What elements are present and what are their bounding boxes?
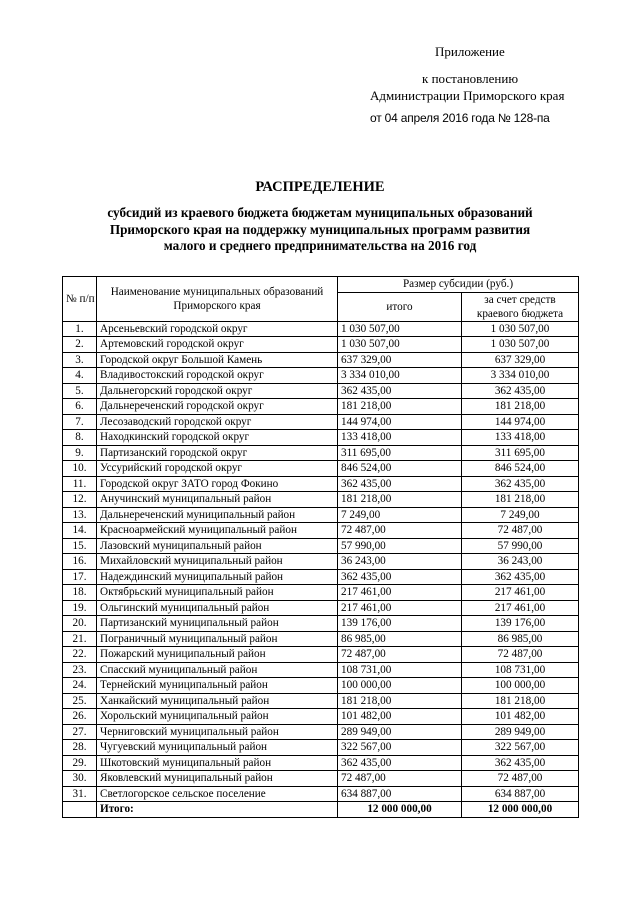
table-row xyxy=(63,368,579,384)
row-budget: 36 243,00 xyxy=(462,554,579,570)
row-number: 7. xyxy=(63,414,97,430)
row-number: 28. xyxy=(63,740,97,756)
table-row xyxy=(63,709,579,725)
row-municipality: Дальнереченский муниципальный район xyxy=(97,507,338,523)
row-number: 2. xyxy=(63,337,97,353)
annex-to-resolution: к постановлению xyxy=(422,71,519,86)
row-budget: 133 418,00 xyxy=(462,430,579,446)
table-row xyxy=(63,740,579,756)
table-row xyxy=(63,445,579,461)
row-municipality: Яковлевский муниципальный район xyxy=(97,771,338,787)
header-name-text: Наименование муниципальных образований Приморского края xyxy=(110,285,324,312)
row-number: 25. xyxy=(63,693,97,709)
total-num-cell xyxy=(63,802,97,818)
row-municipality: Арсеньевский городской округ xyxy=(97,321,338,337)
table-row xyxy=(63,678,579,694)
table-row xyxy=(63,569,579,585)
row-municipality: Лазовский муниципальный район xyxy=(97,538,338,554)
row-municipality: Лесозаводский городской округ xyxy=(97,414,338,430)
row-budget: 86 985,00 xyxy=(462,631,579,647)
row-number: 20. xyxy=(63,616,97,632)
row-municipality: Надеждинский муниципальный район xyxy=(97,569,338,585)
subsidy-table xyxy=(62,276,579,818)
row-municipality: Михайловский муниципальный район xyxy=(97,554,338,570)
row-municipality: Пограничный муниципальный район xyxy=(97,631,338,647)
table-body xyxy=(63,321,579,802)
table-row xyxy=(63,662,579,678)
row-municipality: Ольгинский муниципальный район xyxy=(97,600,338,616)
row-total: 289 949,00 xyxy=(338,724,462,740)
row-number: 23. xyxy=(63,662,97,678)
row-number: 9. xyxy=(63,445,97,461)
row-number: 29. xyxy=(63,755,97,771)
row-total: 362 435,00 xyxy=(338,755,462,771)
table-row xyxy=(63,507,579,523)
table-row xyxy=(63,616,579,632)
table-row xyxy=(63,321,579,337)
row-total: 181 218,00 xyxy=(338,693,462,709)
row-total: 86 985,00 xyxy=(338,631,462,647)
row-budget: 1 030 507,00 xyxy=(462,321,579,337)
row-municipality: Пожарский муниципальный район xyxy=(97,647,338,663)
table-row xyxy=(63,693,579,709)
header-total: итого xyxy=(338,292,462,321)
row-total: 362 435,00 xyxy=(338,569,462,585)
row-total: 322 567,00 xyxy=(338,740,462,756)
row-total: 144 974,00 xyxy=(338,414,462,430)
row-municipality: Находкинский городской округ xyxy=(97,430,338,446)
table-row xyxy=(63,414,579,430)
row-number: 31. xyxy=(63,786,97,802)
row-number: 30. xyxy=(63,771,97,787)
row-number: 11. xyxy=(63,476,97,492)
row-municipality: Светлогорское сельское поселение xyxy=(97,786,338,802)
row-municipality: Спасский муниципальный район xyxy=(97,662,338,678)
row-total: 362 435,00 xyxy=(338,383,462,399)
row-municipality: Дальнереченский городской округ xyxy=(97,399,338,415)
table-row xyxy=(63,786,579,802)
row-total: 72 487,00 xyxy=(338,771,462,787)
row-budget: 289 949,00 xyxy=(462,724,579,740)
row-budget: 3 334 010,00 xyxy=(462,368,579,384)
row-municipality: Красноармейский муниципальный район xyxy=(97,523,338,539)
header-regional-budget xyxy=(462,292,579,321)
row-total: 108 731,00 xyxy=(338,662,462,678)
row-municipality: Дальнегорский городской округ xyxy=(97,383,338,399)
row-municipality: Владивостокский городской округ xyxy=(97,368,338,384)
row-number: 22. xyxy=(63,647,97,663)
row-budget: 72 487,00 xyxy=(462,771,579,787)
row-number: 12. xyxy=(63,492,97,508)
row-total: 637 329,00 xyxy=(338,352,462,368)
row-municipality: Октябрьский муниципальный район xyxy=(97,585,338,601)
row-total: 362 435,00 xyxy=(338,476,462,492)
row-total: 846 524,00 xyxy=(338,461,462,477)
row-number: 26. xyxy=(63,709,97,725)
row-number: 19. xyxy=(63,600,97,616)
table-row xyxy=(63,724,579,740)
row-total: 1 030 507,00 xyxy=(338,321,462,337)
row-budget: 217 461,00 xyxy=(462,600,579,616)
row-budget: 181 218,00 xyxy=(462,399,579,415)
row-number: 8. xyxy=(63,430,97,446)
row-budget: 362 435,00 xyxy=(462,569,579,585)
row-total: 634 887,00 xyxy=(338,786,462,802)
row-number: 17. xyxy=(63,569,97,585)
total-row xyxy=(63,802,579,818)
row-municipality: Черниговский муниципальный район xyxy=(97,724,338,740)
table-row xyxy=(63,554,579,570)
row-total: 3 334 010,00 xyxy=(338,368,462,384)
row-total: 181 218,00 xyxy=(338,399,462,415)
row-number: 1. xyxy=(63,321,97,337)
row-budget: 362 435,00 xyxy=(462,383,579,399)
table-row xyxy=(63,430,579,446)
row-total: 133 418,00 xyxy=(338,430,462,446)
table-row xyxy=(63,771,579,787)
row-total: 181 218,00 xyxy=(338,492,462,508)
row-municipality: Чугуевский муниципальный район xyxy=(97,740,338,756)
row-number: 14. xyxy=(63,523,97,539)
row-number: 4. xyxy=(63,368,97,384)
row-municipality: Городской округ ЗАТО город Фокино xyxy=(97,476,338,492)
row-number: 27. xyxy=(63,724,97,740)
row-municipality: Партизанский муниципальный район xyxy=(97,616,338,632)
row-budget: 362 435,00 xyxy=(462,755,579,771)
table-row xyxy=(63,600,579,616)
row-number: 5. xyxy=(63,383,97,399)
table-row xyxy=(63,538,579,554)
table-row xyxy=(63,383,579,399)
row-total: 72 487,00 xyxy=(338,523,462,539)
order-reference: от 04 апреля 2016 года № 128-па xyxy=(370,111,550,125)
table-row xyxy=(63,585,579,601)
row-budget: 362 435,00 xyxy=(462,476,579,492)
row-municipality: Анучинский муниципальный район xyxy=(97,492,338,508)
table-row xyxy=(63,461,579,477)
row-municipality: Шкотовский муниципальный район xyxy=(97,755,338,771)
table-row xyxy=(63,647,579,663)
row-budget: 57 990,00 xyxy=(462,538,579,554)
row-budget: 322 567,00 xyxy=(462,740,579,756)
row-total: 72 487,00 xyxy=(338,647,462,663)
table-row xyxy=(63,337,579,353)
row-number: 6. xyxy=(63,399,97,415)
total-label: Итого: xyxy=(97,802,338,818)
row-total: 7 249,00 xyxy=(338,507,462,523)
header-number: № п/п xyxy=(63,277,97,322)
row-budget: 108 731,00 xyxy=(462,662,579,678)
row-number: 16. xyxy=(63,554,97,570)
row-total: 139 176,00 xyxy=(338,616,462,632)
row-total: 1 030 507,00 xyxy=(338,337,462,353)
row-budget: 7 249,00 xyxy=(462,507,579,523)
row-municipality: Городской округ Большой Камень xyxy=(97,352,338,368)
row-total: 217 461,00 xyxy=(338,585,462,601)
row-budget: 100 000,00 xyxy=(462,678,579,694)
row-budget: 637 329,00 xyxy=(462,352,579,368)
row-total: 57 990,00 xyxy=(338,538,462,554)
header-name xyxy=(97,277,338,322)
row-budget: 846 524,00 xyxy=(462,461,579,477)
document-title: РАСПРЕДЕЛЕНИЕ xyxy=(255,179,385,195)
row-budget: 1 030 507,00 xyxy=(462,337,579,353)
table-row xyxy=(63,492,579,508)
annex-label: Приложение xyxy=(435,44,505,59)
header-subsidy-size: Размер субсидии (руб.) xyxy=(338,277,579,293)
row-total: 311 695,00 xyxy=(338,445,462,461)
row-budget: 217 461,00 xyxy=(462,585,579,601)
row-budget: 181 218,00 xyxy=(462,693,579,709)
row-number: 3. xyxy=(63,352,97,368)
subtitle-line: малого и среднего предпринимательства на 2016 год xyxy=(163,238,477,253)
row-number: 24. xyxy=(63,678,97,694)
annex-administration: Администрации Приморского края xyxy=(370,88,565,103)
grand-total: 12 000 000,00 xyxy=(338,802,462,818)
row-number: 13. xyxy=(63,507,97,523)
table-row xyxy=(63,631,579,647)
row-budget: 634 887,00 xyxy=(462,786,579,802)
row-municipality: Ханкайский муниципальный район xyxy=(97,693,338,709)
row-number: 18. xyxy=(63,585,97,601)
document-subtitle xyxy=(60,205,580,255)
row-budget: 72 487,00 xyxy=(462,647,579,663)
row-municipality: Партизанский городской округ xyxy=(97,445,338,461)
grand-total-budget: 12 000 000,00 xyxy=(462,802,579,818)
row-total: 101 482,00 xyxy=(338,709,462,725)
subtitle-line: Приморского края на поддержку муниципальных программ развития xyxy=(109,221,531,237)
header-regional-budget-text: за счет средств краевого бюджета xyxy=(476,293,564,320)
table-row xyxy=(63,399,579,415)
row-budget: 72 487,00 xyxy=(462,523,579,539)
row-municipality: Тернейский муниципальный район xyxy=(97,678,338,694)
table-row xyxy=(63,755,579,771)
row-municipality: Хорольский муниципальный район xyxy=(97,709,338,725)
table-row xyxy=(63,352,579,368)
row-budget: 144 974,00 xyxy=(462,414,579,430)
subtitle-line: субсидий из краевого бюджета бюджетам муниципальных образований xyxy=(107,205,533,220)
row-municipality: Уссурийский городской округ xyxy=(97,461,338,477)
row-total: 36 243,00 xyxy=(338,554,462,570)
row-budget: 311 695,00 xyxy=(462,445,579,461)
table-row xyxy=(63,523,579,539)
row-municipality: Артемовский городской округ xyxy=(97,337,338,353)
row-total: 217 461,00 xyxy=(338,600,462,616)
table-row xyxy=(63,476,579,492)
row-number: 10. xyxy=(63,461,97,477)
row-number: 15. xyxy=(63,538,97,554)
row-number: 21. xyxy=(63,631,97,647)
row-budget: 101 482,00 xyxy=(462,709,579,725)
row-budget: 139 176,00 xyxy=(462,616,579,632)
row-total: 100 000,00 xyxy=(338,678,462,694)
row-budget: 181 218,00 xyxy=(462,492,579,508)
